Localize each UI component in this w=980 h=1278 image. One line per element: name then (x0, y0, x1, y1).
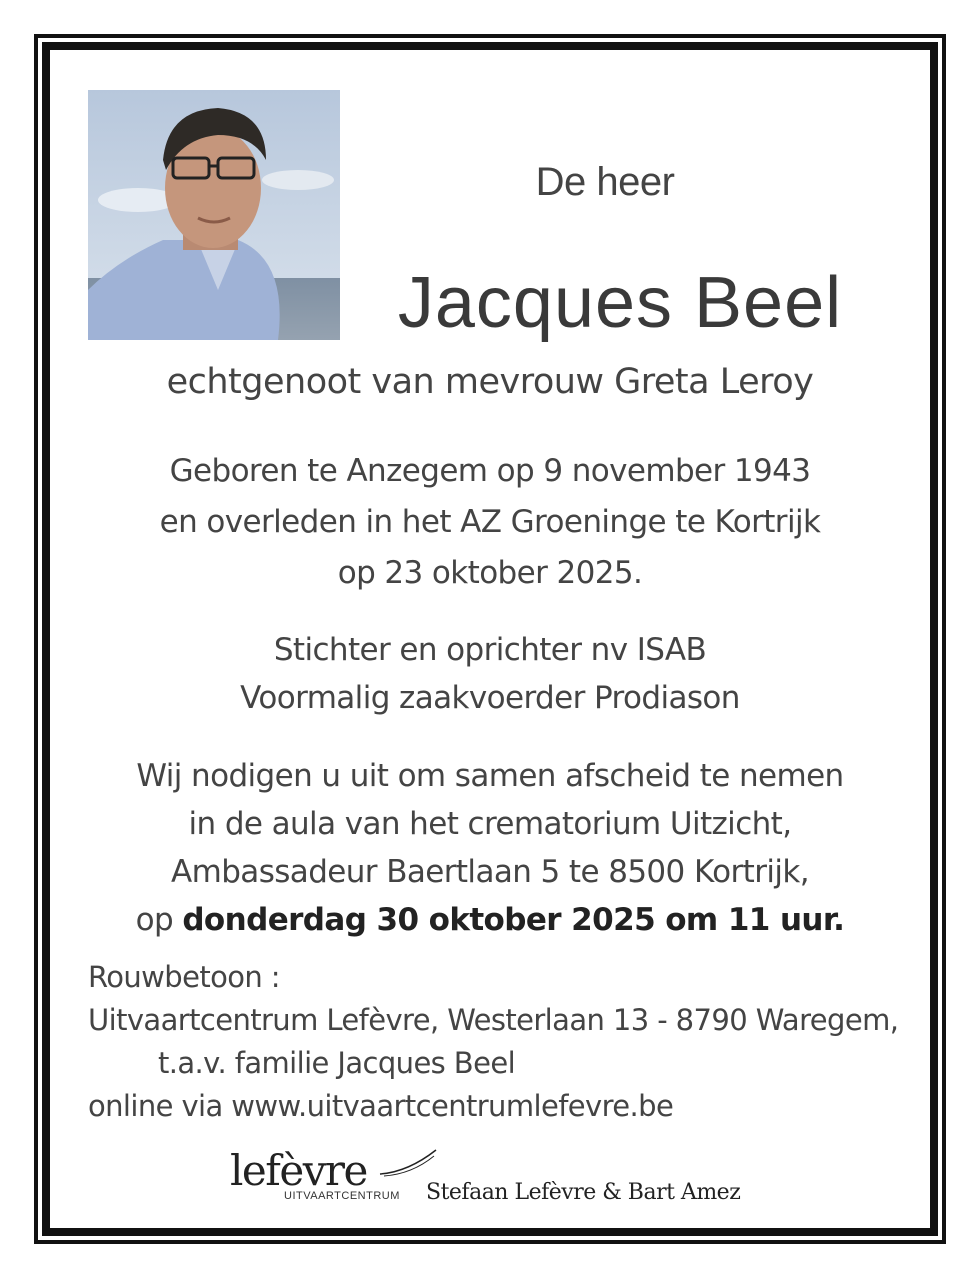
invitation-line-2: in de aula van het crematorium Uitzicht, (188, 806, 792, 842)
career-line-founder: Stichter en oprichter nv ISAB (273, 632, 707, 668)
career-line-manager: Voormalig zaakvoerder Prodiason (240, 680, 740, 716)
birth-line: Geboren te Anzegem op 9 november 1943 (169, 453, 811, 489)
ceremony-datetime: donderdag 30 oktober 2025 om 11 uur. (182, 902, 845, 938)
invitation-line-4 (60, 896, 920, 944)
life-dates-block (60, 446, 920, 599)
logo-wordmark: lefèvre (230, 1146, 367, 1195)
portrait-photo (88, 90, 340, 340)
condolence-attention: t.a.v. familie Jacques Beel (158, 1046, 516, 1080)
invitation-block (60, 752, 920, 944)
funeral-home-logo (228, 1140, 428, 1210)
condolence-address: Uitvaartcentrum Lefèvre, Westerlaan 13 - 8790 Waregem, (88, 1003, 899, 1037)
invitation-date-prefix: op (135, 902, 183, 938)
condolence-block (88, 956, 918, 1128)
logo-subtitle: UITVAARTCENTRUM (284, 1190, 400, 1202)
death-date-line: op 23 oktober 2025. (337, 555, 643, 591)
deceased-name: Jacques Beel (397, 263, 843, 343)
invitation-line-3: Ambassadeur Baertlaan 5 te 8500 Kortrijk, (171, 854, 809, 890)
death-place-line: en overleden in het AZ Groeninge te Kortrijk (159, 504, 821, 540)
invitation-line-1: Wij nodigen u uit om samen afscheid te nemen (136, 758, 844, 794)
title-prefix: De heer (535, 160, 675, 204)
spouse-line: echtgenoot van mevrouw Greta Leroy (166, 362, 814, 402)
career-block (60, 626, 920, 722)
directors-names: Stefaan Lefèvre & Bart Amez (426, 1180, 741, 1205)
logo-swash-icon (378, 1148, 438, 1178)
footer (228, 1140, 788, 1210)
condolence-online: online via www.uitvaartcentrumlefevre.be (88, 1089, 674, 1123)
condolence-heading: Rouwbetoon : (88, 960, 280, 994)
